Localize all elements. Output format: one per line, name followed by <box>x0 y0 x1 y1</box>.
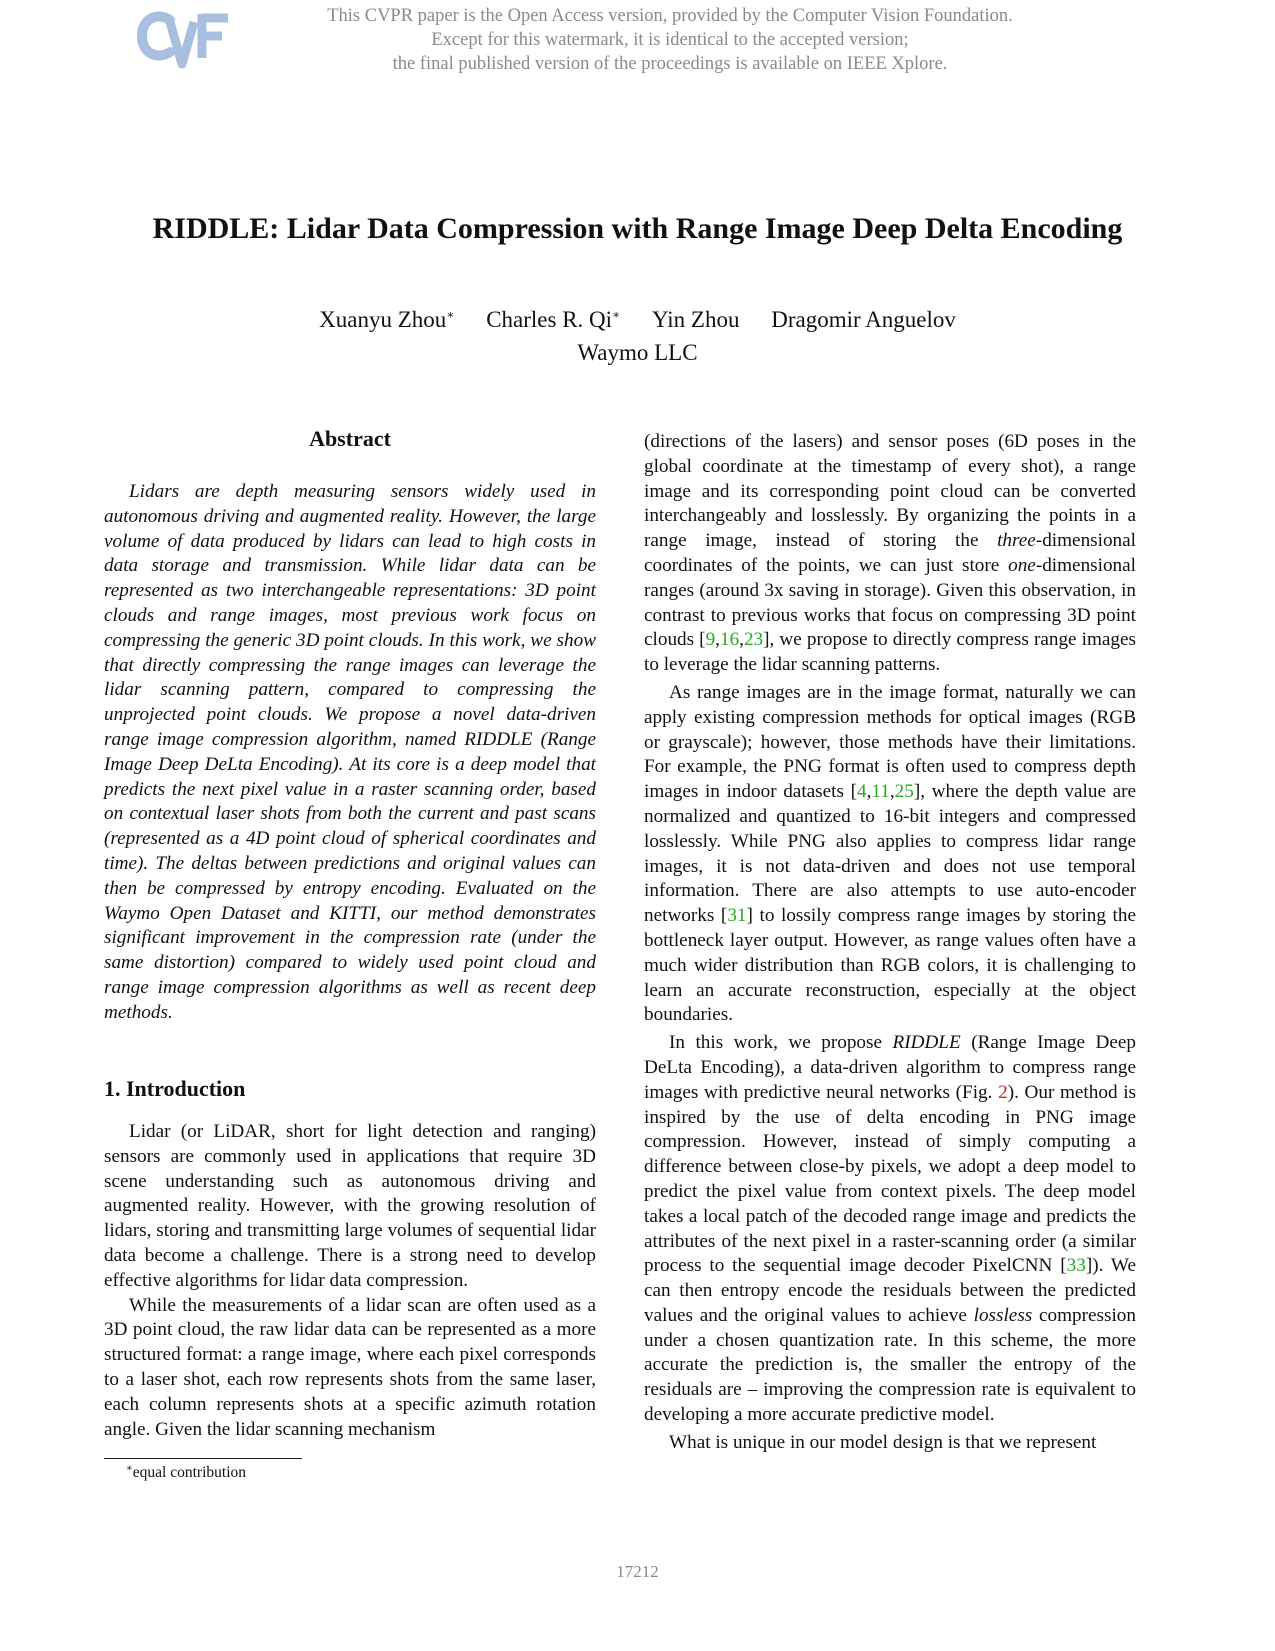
citation-link[interactable]: 31 <box>727 905 747 927</box>
introduction-body <box>104 1120 596 1442</box>
author: Xuanyu Zhou∗ <box>319 306 455 332</box>
abstract-body <box>104 480 596 1026</box>
citation-link[interactable]: 33 <box>1066 1255 1086 1277</box>
page-number: 17212 <box>616 1562 659 1581</box>
watermark-line-3: the final published version of the proceedings is available on IEEE Xplore. <box>392 54 948 74</box>
author: Yin Zhou <box>651 306 740 332</box>
affiliation: Waymo LLC <box>577 340 698 365</box>
abstract-text: Lidars are depth measuring sensors widely used in autonomous driving and augmented reality. However, the large volume of data produced by lidars can lead to high costs in data storage and transmission. While lidar data can be represented as two interchangeable representations: 3D point clouds and range images, most previous work focus on compressing the generic 3D point clouds. In this work, we show that directly compressing the range images can leverage the lidar scanning pattern, compared to compressing the unprojected point clouds. We propose a novel data-driven range image compression algorithm, named RIDDLE (Range Image Deep DeLta Encoding). At its core is a deep model that predicts the next pixel value in a raster scanning order, based on contextual laser shots from both the current and past scans (represented as a 4D point cloud of spherical coordinates and time). The deltas between predictions and original values can then be compressed by entropy encoding. Evaluated on the Waymo Open Dataset and KITTI, our method demonstrates significant improvement in the compression rate (under the same distortion) compared to widely used point cloud and range image compression algorithms as well as recent deep methods. <box>104 481 596 1023</box>
watermark-line-1: This CVPR paper is the Open Access version, provided by the Computer Vision Foundation. <box>327 6 1013 26</box>
citation-link[interactable]: 23 <box>743 629 764 651</box>
citation-link[interactable]: 9 <box>705 629 716 651</box>
right-paragraph-2: As range images are in the image format, naturally we can apply existing compression methods for optical images (RGB or grayscale); however, those methods have their limitations. For example, the PNG format is often used to compress depth images in indoor datasets [4,11,25], where the depth value are normalized and quantized to 16-bit integers and compressed losslessly. While PNG also applies to compress lidar range images, it is not data-driven and does not use temporal information. There are also attempts to use auto-encoder networks [31] to lossily compress range images by storing the bottleneck layer output. However, as range values often have a much wider distribution than RGB colors, it is challenging to learn an accurate reconstruction, especially at the object boundaries. <box>644 681 1137 1026</box>
paper-title: RIDDLE: Lidar Data Compression with Range Image Deep Delta Encoding <box>152 212 1123 245</box>
intro-paragraph-2: While the measurements of a lidar scan are often used as a 3D point cloud, the raw lidar data can be represented as a more structured format: a range image, where each pixel corresponds to a laser shot, each row represents shots from the same laser, each column represents shots at a specific azimuth rotation angle. Given the lidar scanning mechanism <box>104 1294 596 1440</box>
figure-link[interactable]: 2 <box>998 1081 1008 1103</box>
right-paragraph-1: (directions of the lasers) and sensor poses (6D poses in the global coordinate at the timestamp of every shot), a range image and its corresponding point cloud can be converted interchangeably and losslessly. By organizing the points in a range image, instead of storing the three-dimensional coordinates of the points, we can just store one-dimensional ranges (around 3x saving in storage). Given this observation, in contrast to previous works that focus on compressing 3D point clouds [9,16,23], we propose to directly compress range images to leverage the lidar scanning patterns. <box>644 431 1136 676</box>
citation-link[interactable]: 11 <box>871 781 890 803</box>
author-list <box>0 298 1275 336</box>
author: Dragomir Anguelov <box>771 306 956 332</box>
intro-paragraph-1: Lidar (or LiDAR, short for light detection and ranging) sensors are commonly used in applications that require 3D scene understanding such as autonomous driving and augmented reality. However, with the growing resolution of lidars, storing and transmitting large volumes of sequential lidar data become a challenge. There is a strong need to develop effective algorithms for lidar data compression. <box>104 1121 596 1291</box>
right-paragraph-4: What is unique in our model design is that we represent <box>669 1431 1097 1453</box>
watermark <box>250 4 1090 76</box>
right-column <box>644 430 1136 1456</box>
right-paragraph-3: In this work, we propose RIDDLE (Range Image Deep DeLta Encoding), a data-driven algorithm to compress range images with predictive neural networks (Fig. 2). Our method is inspired by the use of delta encoding in PNG image compression. However, instead of simply computing a difference between close-by pixels, we adopt a deep model to predict the pixel value from context pixels. The deep model takes a local patch of the decoded range image and predicts the attributes of the next pixel in a raster-scanning order (a similar process to the sequential image decoder PixelCNN [33]). We can then entropy encode the residuals between the predicted values and the original values to achieve lossless compression under a chosen quantization rate. In this scheme, the more accurate the prediction is, the smaller the entropy of the residuals are – improving the compression rate is equivalent to developing a more accurate predictive model. <box>644 1032 1136 1426</box>
cvf-logo <box>136 8 232 74</box>
section-heading-introduction: 1. Introduction <box>104 1076 246 1101</box>
citation-link[interactable]: 25 <box>894 781 914 803</box>
footnote: ∗equal contribution <box>126 1463 247 1482</box>
author: Charles R. Qi∗ <box>486 306 621 332</box>
abstract-heading: Abstract <box>309 426 391 451</box>
watermark-line-2: Except for this watermark, it is identical to the accepted version; <box>431 30 909 50</box>
citation-link[interactable]: 16 <box>719 629 740 651</box>
footnote-divider <box>104 1458 302 1459</box>
citation-link[interactable]: 4 <box>856 781 867 803</box>
